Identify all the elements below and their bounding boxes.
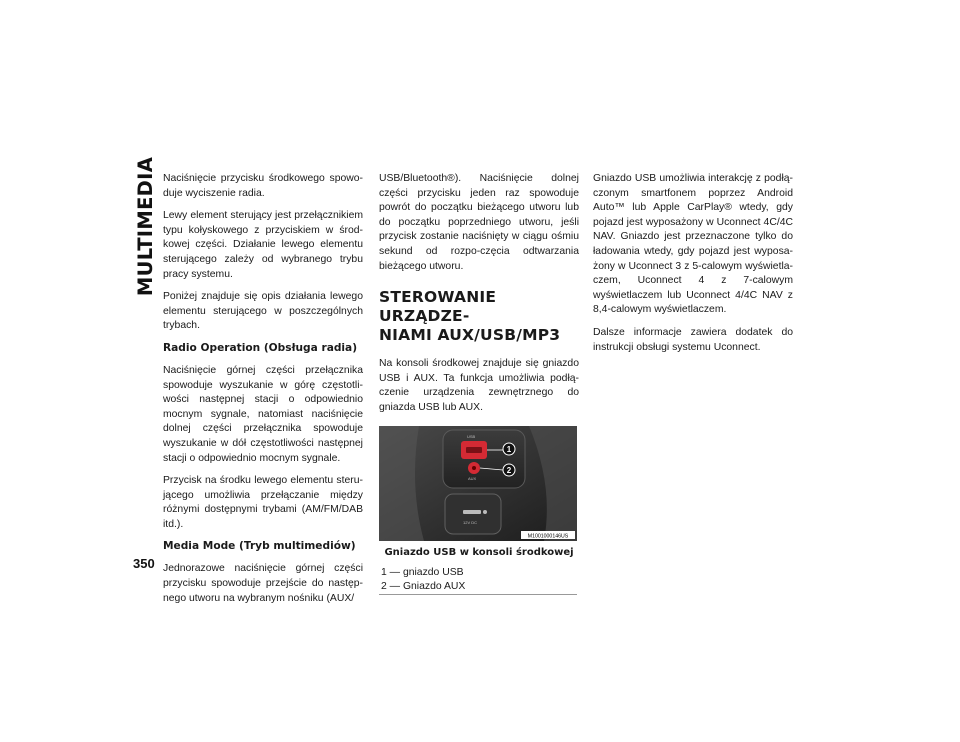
paragraph: Na konsoli środkowej znajduje się gniazdo USB i AUX. Ta funkcja umożliwia podłą-czenie urządzenia zewnętrznego do gniazda USB lub AUX.	[379, 358, 579, 413]
usb-label: USB	[467, 433, 476, 439]
paragraph: Jednorazowe naciśnięcie górnej części przycisku spowoduje przejście do następ-nego utworu na wybranym nośniku (AUX/	[163, 563, 363, 604]
figure-code: M1001000146US	[527, 533, 569, 540]
figure-caption: Gniazdo USB w konsoli środkowej	[384, 546, 574, 558]
12v-label: 12V DC	[463, 519, 478, 525]
column-2	[379, 172, 579, 595]
column-3	[593, 172, 793, 363]
subheading-radio-operation: Radio Operation (Obsługa radia)	[163, 341, 358, 354]
paragraph: Naciśnięcie przycisku środkowego spowo-duje wyciszenie radia.	[163, 173, 363, 199]
page-number: 350	[133, 556, 155, 571]
paragraph: Naciśnięcie górnej części przełącznika spowoduje wyszukanie w górę częstotli-wości następnej stacji o odpowiednio mocnym sygnale, natomiast naciśnięcie dolnej części przełącznika spowoduje wyszukanie w dół częstotliwości następnej stacji o odpowiednio mocnym sygnale.	[163, 364, 363, 464]
paragraph: Gniazdo USB umożliwia interakcję z podłą-czonym smartfonem poprzez Android Auto™ lub Apple CarPlay® wtedy, gdy pojazd jest wyposażony w Uconnect 4C/4C NAV. Gniazdo jest przeznaczone tylko do ładowania wtedy, gdy pojazd jest wyposa-żony w Uconnect 3 z 5-calowym wyświetla-czem, Uconnect 4 z 7-calowym wyświetlaczem lub Uconnect 4/4C NAV z 8,4-calowym wyświetlaczem.	[593, 173, 793, 316]
section-tab-label: MULTIMEDIA	[134, 156, 158, 296]
section-heading	[379, 288, 579, 345]
figure-legend	[379, 566, 577, 595]
paragraph: Lewy element sterujący jest przełącznikiem typu kołyskowego z przyciskiem w środ-kowej części. Działanie lewego elementu sterującego zależy od wybranego trybu pracy systemu.	[163, 210, 363, 280]
subheading-media-mode: Media Mode (Tryb multimediów)	[163, 540, 356, 553]
paragraph: USB/Bluetooth®). Naciśnięcie dolnej części przycisku jeden raz spowoduje powrót do początku bieżącego utworu lub do początku poprzedniego utworu, jeśli przycisk zostanie naciśnięty w ciągu ośmiu sekund od rozpo-częcia odtwarzania bieżącego utworu.	[379, 173, 579, 272]
legend-item: 2 — Gniazdo AUX	[381, 581, 466, 593]
section-tab	[134, 156, 158, 296]
console-illustration	[379, 426, 577, 541]
paragraph: Poniżej znajduje się opis działania lewego elementu sterującego w poszczególnych trybach.	[163, 291, 363, 332]
legend-item: 1 — gniazdo USB	[381, 567, 464, 579]
callout-1-label: 1	[506, 444, 512, 454]
callout-2-label: 2	[506, 465, 512, 475]
aux-label: AUX	[468, 475, 477, 481]
usb-aux-console-photo	[379, 426, 577, 541]
section-heading-line-1: STEROWANIE URZĄDZE-	[379, 288, 497, 326]
paragraph: Dalsze informacje zawiera dodatek do instrukcji obsługi systemu Uconnect.	[593, 326, 793, 353]
column-1	[163, 172, 363, 614]
paragraph: Przycisk na środku lewego elementu steru-jącego umożliwia przełączanie między różnymi dostępnymi trybami (AM/FM/DAB itd.).	[163, 475, 363, 530]
section-heading-line-2: NIAMI AUX/USB/MP3	[379, 326, 561, 345]
